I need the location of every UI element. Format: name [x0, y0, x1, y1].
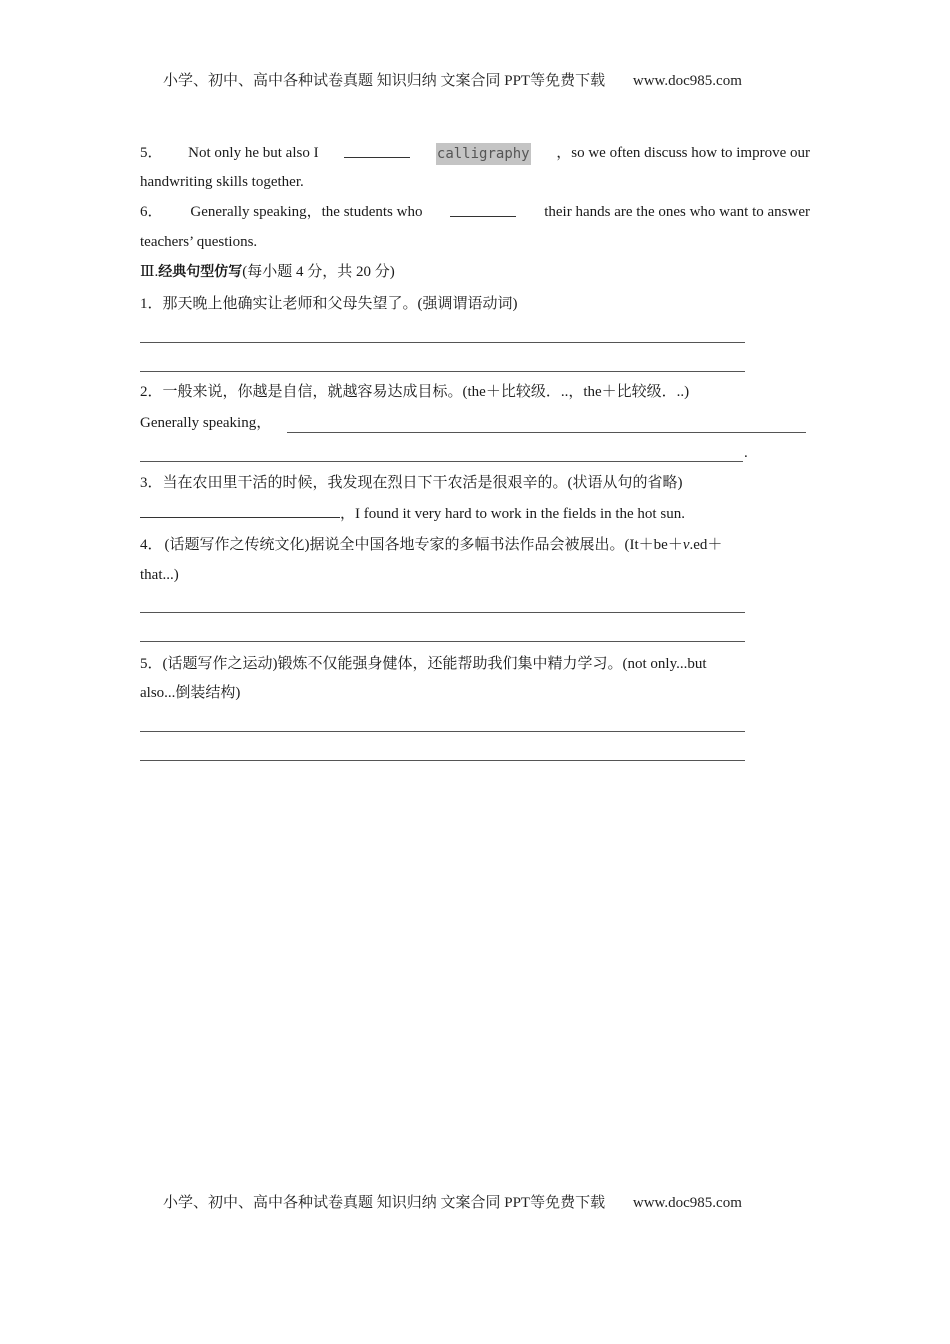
- question-5-continuation: also...倒装结构): [140, 685, 241, 701]
- prompt-part: (话题写作之传统文化)据说全中国各地专家的多幅书法作品会被展出。(It＋be＋: [164, 537, 683, 553]
- fill-in-6-line2: teachers’ questions.: [140, 234, 258, 250]
- answer-line[interactable]: [140, 461, 743, 462]
- question-2-lead-in: Generally speaking，: [140, 415, 272, 431]
- page-footer: [163, 1191, 742, 1212]
- fill-in-number: 6．: [140, 204, 163, 220]
- answer-line[interactable]: [140, 760, 745, 761]
- fill-in-text: Generally speaking，the students who: [190, 204, 423, 220]
- answer-line[interactable]: [140, 371, 745, 372]
- question-text: (话题写作之运动)锻炼不仅能强身健体，还能帮助我们集中精力学习。(not only...but: [162, 656, 707, 672]
- question-3-prompt: [140, 473, 683, 493]
- question-number: 4．: [140, 537, 163, 553]
- fill-in-text: their hands are the ones who want to answer: [544, 204, 810, 220]
- answer-line[interactable]: [140, 641, 745, 642]
- section-heading: [140, 262, 395, 282]
- answer-line[interactable]: [140, 342, 745, 343]
- footer-url: www.doc985.com: [632, 1195, 742, 1211]
- fill-in-text: Not only he but also I: [188, 145, 319, 161]
- question-text: [165, 535, 810, 555]
- section-roman: Ⅲ.: [140, 264, 159, 280]
- fill-in-5-line2: handwriting skills together.: [140, 174, 304, 190]
- header-text: 小学、初中、高中各种试卷真题 知识归纳 文案合同 PPT等免费下载: [163, 73, 606, 89]
- footer-text: 小学、初中、高中各种试卷真题 知识归纳 文案合同 PPT等免费下载: [163, 1195, 606, 1211]
- answer-blank[interactable]: [450, 202, 516, 217]
- question-3-answer-line: [140, 503, 685, 524]
- answer-line[interactable]: [287, 432, 806, 433]
- question-2-prompt: [140, 382, 689, 402]
- fill-in-number: 5．: [140, 145, 163, 161]
- question-4-continuation: that...): [140, 567, 179, 583]
- fill-in-6-line1: [140, 202, 810, 222]
- prompt-part: .ed＋: [689, 537, 723, 553]
- question-1-prompt: [140, 294, 518, 314]
- header-url: www.doc985.com: [632, 73, 742, 89]
- question-text: 一般来说，你越是自信，就越容易达成目标。(the＋比较级．..，the＋比较级．..): [162, 384, 690, 400]
- section-score-note: (每小题 4 分，共 20 分): [242, 264, 395, 280]
- end-mark: .: [744, 445, 748, 461]
- highlighted-word: calligraphy: [436, 143, 531, 165]
- question-number: 5．: [140, 656, 163, 672]
- question-4-prompt: [140, 535, 810, 555]
- question-number: 3．: [140, 475, 163, 491]
- question-text: 当在农田里干活的时候，我发现在烈日下干农活是很艰辛的。(状语从句的省略): [162, 475, 683, 491]
- question-text: 那天晚上他确实让老师和父母失望了。(强调谓语动词): [162, 296, 518, 312]
- answer-line[interactable]: [140, 731, 745, 732]
- answer-blank[interactable]: [344, 143, 410, 158]
- question-5-prompt: [140, 654, 707, 674]
- question-number: 2．: [140, 384, 163, 400]
- answer-line[interactable]: [140, 612, 745, 613]
- question-tail: ，I found it very hard to work in the fields in the hot sun.: [340, 506, 685, 522]
- fill-in-5-line1: [140, 143, 810, 165]
- answer-blank[interactable]: [140, 503, 340, 518]
- prompt-italic-v: v: [682, 537, 690, 553]
- fill-in-text: ，so we often discuss how to improve our: [556, 145, 810, 161]
- page-header: [163, 69, 742, 90]
- section-title: 经典句型仿写: [158, 264, 243, 280]
- question-number: 1．: [140, 296, 163, 312]
